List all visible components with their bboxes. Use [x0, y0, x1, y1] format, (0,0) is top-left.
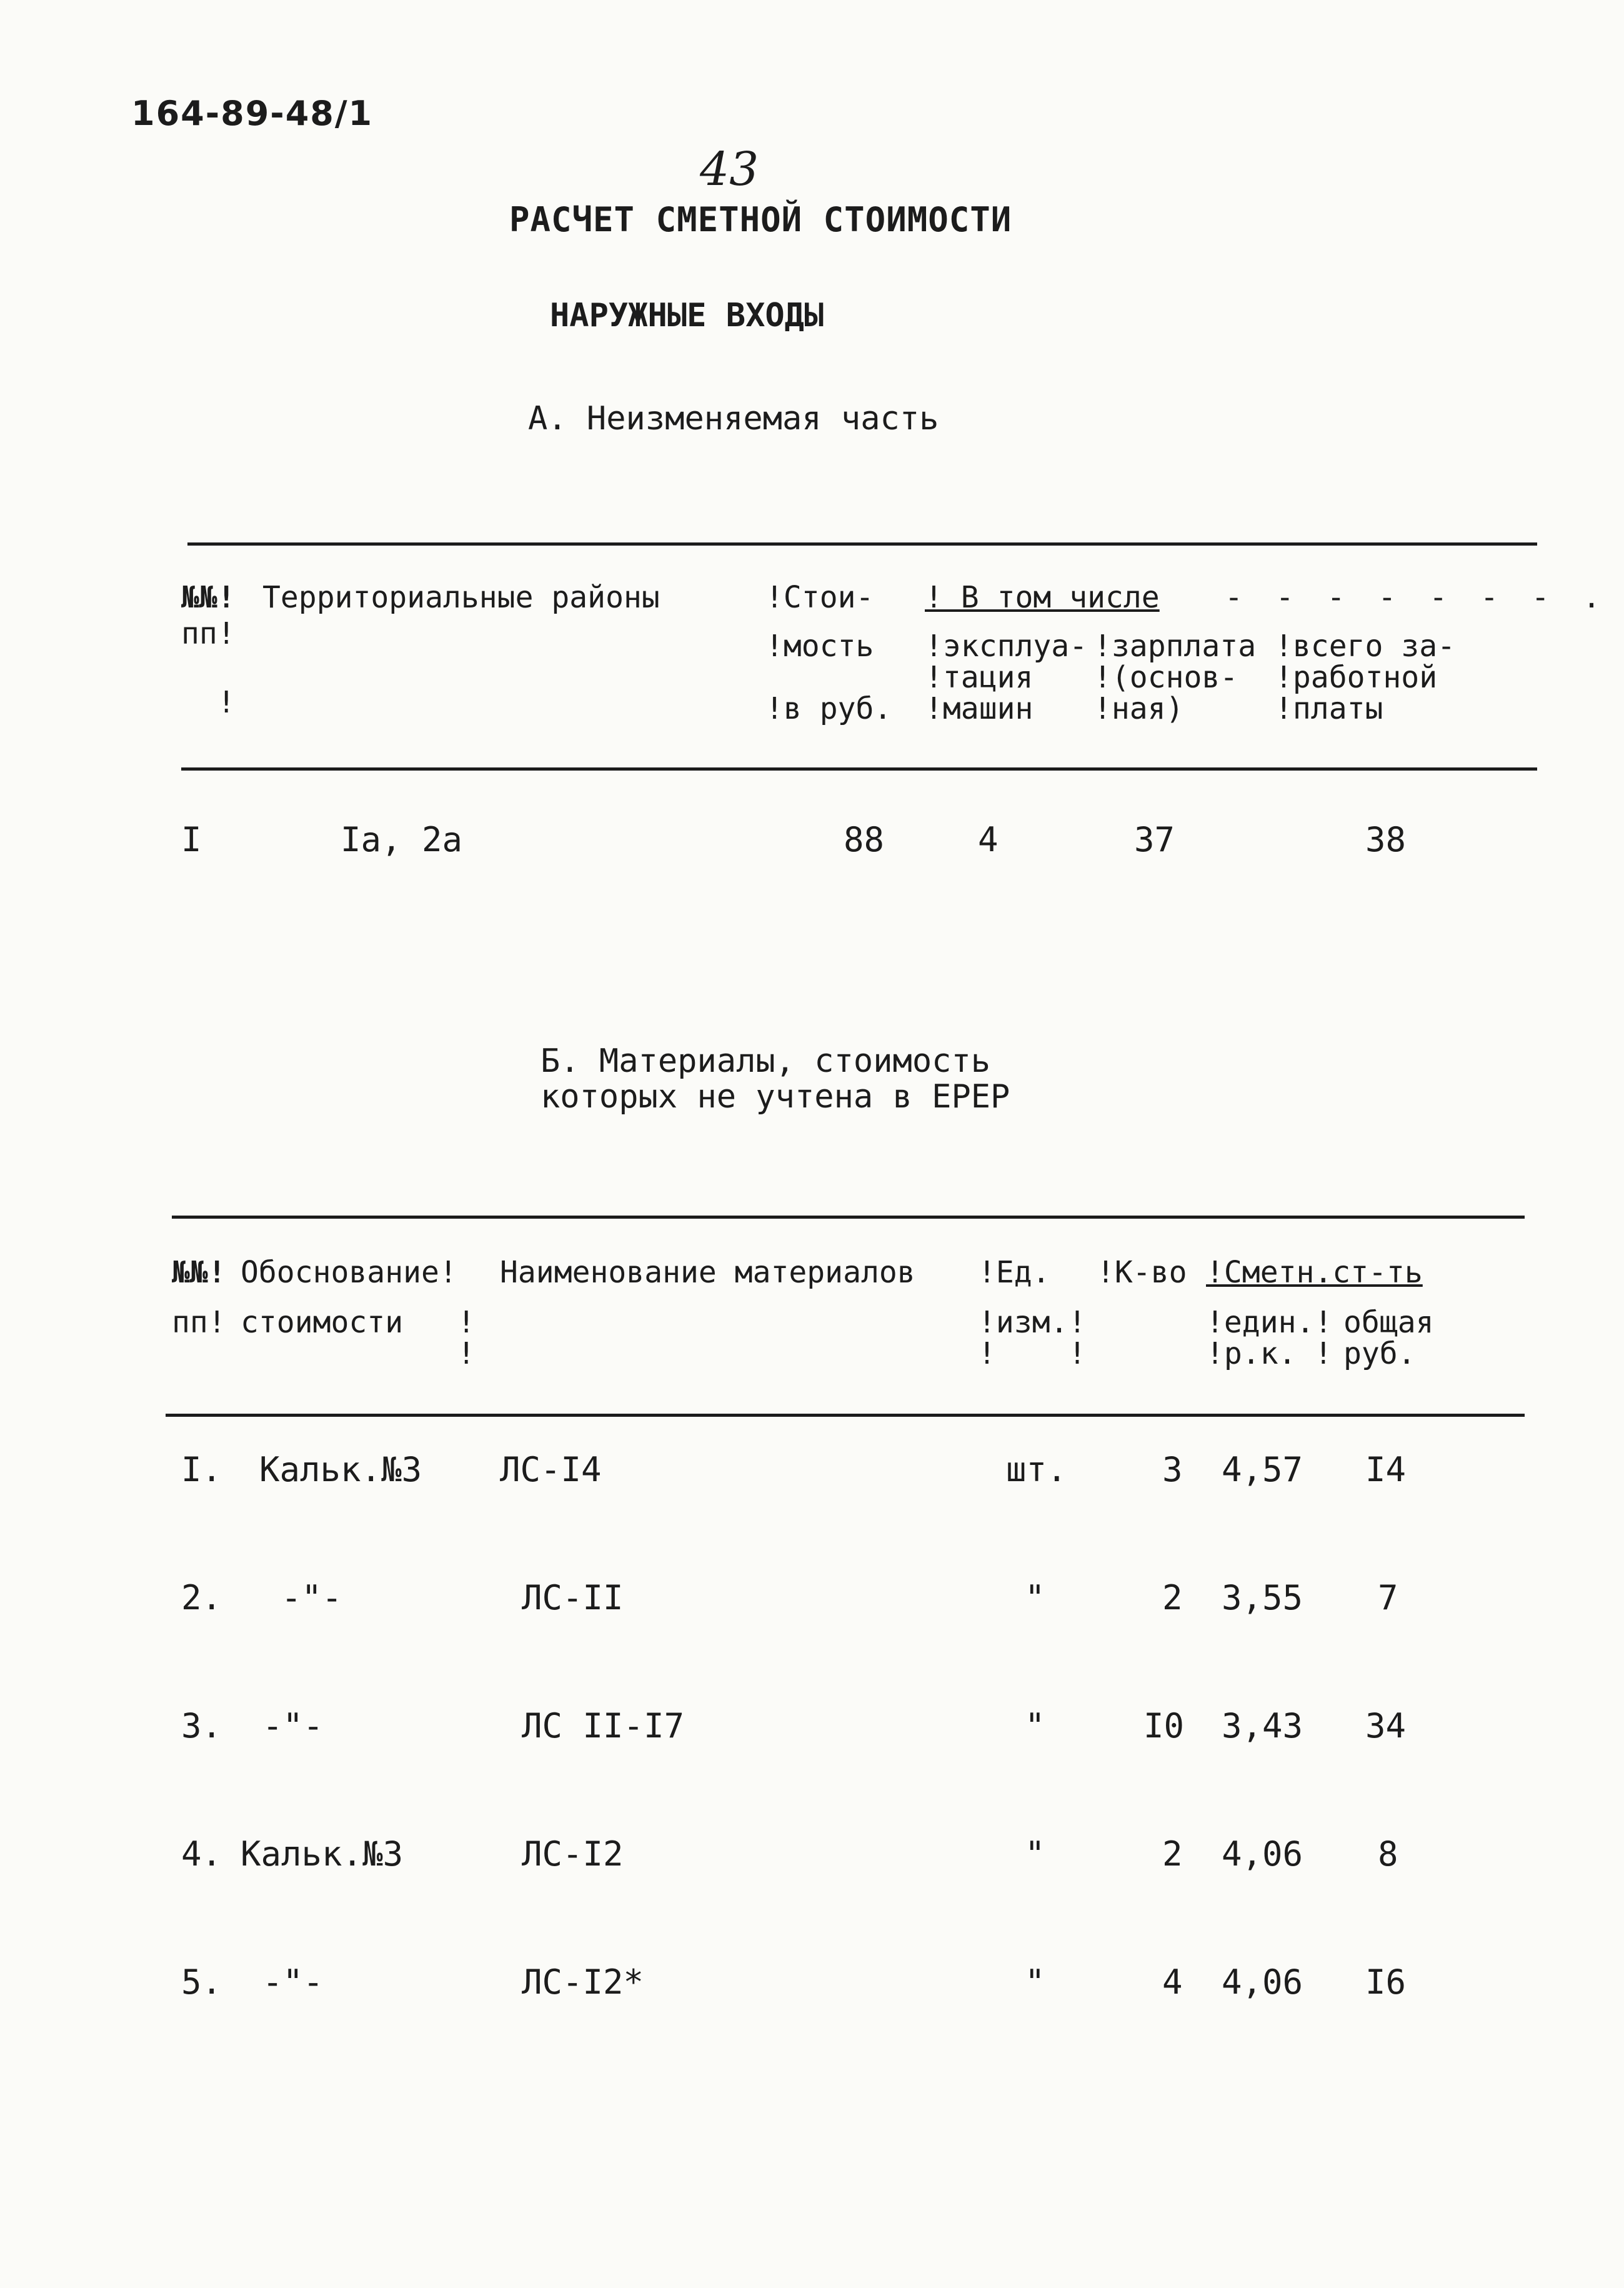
section-b-title-line1: Б. Материалы, стоимость [541, 1042, 991, 1080]
row-unit-price: 4,57 [1222, 1450, 1303, 1489]
header-estimated-cost: !Сметн.ст-ть [1206, 1255, 1423, 1290]
row-basis: -"- [262, 1962, 324, 2002]
row-unit-price: 4,06 [1222, 1962, 1303, 2002]
header-basis-line3: ! [241, 1336, 476, 1371]
header-b-num-line1: №№! [172, 1255, 226, 1290]
table-b-top-rule [172, 1216, 1525, 1219]
row-total: 34 [1365, 1706, 1407, 1746]
row-qty: I0 [1143, 1706, 1185, 1746]
table-a-header-rule [181, 767, 1537, 771]
row-unit: " [1025, 1834, 1045, 1874]
row-unit-price: 3,55 [1222, 1578, 1303, 1617]
row-qty: 3 [1162, 1450, 1183, 1489]
header-wages-line3: !ная) [1093, 691, 1184, 726]
row-unit: " [1025, 1578, 1045, 1617]
header-machines-line2: !тация [925, 660, 1034, 695]
header-b-num-line2: пп! [172, 1305, 226, 1340]
row-cost: 88 [844, 820, 885, 859]
row-total: I6 [1365, 1962, 1407, 2002]
header-unit-line1: !Ед. [978, 1255, 1050, 1290]
header-num-line3: ! [181, 685, 236, 720]
header-unit-price-line2: !р.к. ! [1206, 1336, 1333, 1371]
row-basis: -"- [281, 1578, 342, 1617]
header-unit-line3: ! ! [978, 1336, 1087, 1371]
header-in-total-dashes: - - - - - - - . [1225, 580, 1608, 615]
row-qty: 2 [1162, 1578, 1183, 1617]
row-num: I. [181, 1450, 222, 1489]
row-material-name: ЛС-II [522, 1578, 624, 1617]
section-a-title: А. Неизменяемая часть [528, 400, 939, 437]
row-num: I [181, 820, 202, 859]
row-basis: -"- [262, 1706, 324, 1746]
header-wages-line2: !(основ- [1093, 660, 1238, 695]
header-districts: Территориальные районы [262, 580, 660, 615]
row-districts: Iа, 2а [341, 820, 463, 859]
row-num: 4. [181, 1834, 222, 1874]
header-total-line1: общая [1343, 1305, 1434, 1340]
header-basis-line1: Обоснование! [241, 1255, 457, 1290]
row-basis: Кальк.№3 [241, 1834, 404, 1874]
row-unit: шт. [1006, 1450, 1067, 1489]
header-cost-line2: !мость [765, 629, 874, 664]
header-in-total: ! В том числе [925, 580, 1160, 615]
row-total: 8 [1378, 1834, 1398, 1874]
header-num-line2: пп! [181, 616, 236, 651]
row-material-name: ЛС II-I7 [522, 1706, 685, 1746]
row-material-name: ЛС-I4 [500, 1450, 602, 1489]
header-total-wages-line3: !платы [1275, 691, 1383, 726]
row-num: 3. [181, 1706, 222, 1746]
row-unit-price: 3,43 [1222, 1706, 1303, 1746]
row-unit: " [1025, 1706, 1045, 1746]
header-total-wages-line2: !работной [1275, 660, 1438, 695]
row-num: 2. [181, 1578, 222, 1617]
page-number: 43 [700, 142, 759, 196]
page-title: РАСЧЕТ СМЕТНОЙ СТОИМОСТИ [509, 200, 1012, 239]
row-unit-price: 4,06 [1222, 1834, 1303, 1874]
header-machines-line1: !эксплуа- [925, 629, 1088, 664]
header-qty: !К-во [1097, 1255, 1187, 1290]
page-subtitle: НАРУЖНЫЕ ВХОДЫ [550, 297, 824, 334]
row-total: I4 [1365, 1450, 1407, 1489]
header-cost-line1: !Стои- [765, 580, 874, 615]
row-qty: 2 [1162, 1834, 1183, 1874]
header-material-name: Наименование материалов [500, 1255, 915, 1290]
header-machines-line3: !машин [925, 691, 1034, 726]
table-a-top-rule [187, 542, 1537, 546]
row-num: 5. [181, 1962, 222, 2002]
header-wages-line1: !зарплата [1093, 629, 1257, 664]
header-basis-line2: стоимости ! [241, 1305, 476, 1340]
header-num-line1: №№! [181, 580, 236, 615]
row-material-name: ЛС-I2 [522, 1834, 624, 1874]
row-basis: Кальк.№3 [259, 1450, 422, 1489]
header-total-wages-line1: !всего за- [1275, 629, 1455, 664]
table-b-header-rule [166, 1414, 1525, 1417]
section-b-title-line2: которых не учтена в ЕРЕР [541, 1078, 1010, 1116]
header-total-line2: руб. [1343, 1336, 1416, 1371]
row-machines: 4 [978, 820, 999, 859]
document-code: 164-89-48/1 [131, 94, 374, 133]
row-total: 7 [1378, 1578, 1398, 1617]
row-wages: 37 [1134, 820, 1175, 859]
header-cost-line3: !в руб. [765, 691, 892, 726]
header-unit-line2: !изм.! [978, 1305, 1087, 1340]
row-unit: " [1025, 1962, 1045, 2002]
header-unit-price-line1: !един.! [1206, 1305, 1333, 1340]
row-material-name: ЛС-I2* [522, 1962, 644, 2002]
row-total-wages: 38 [1365, 820, 1407, 859]
row-qty: 4 [1162, 1962, 1183, 2002]
